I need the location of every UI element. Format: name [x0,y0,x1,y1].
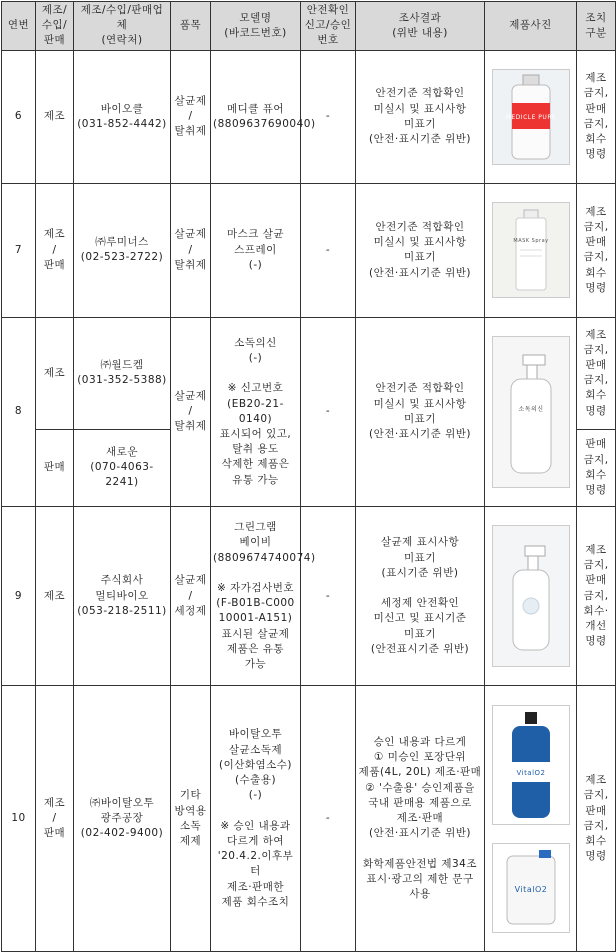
recall-table [1,1,616,952]
cell-photo [485,50,577,183]
cell-company: 새로운 (070-4063-2241) [74,429,171,506]
cell-type: 제조 / 판매 [36,184,74,317]
cell-photo [485,184,577,317]
cell-action: 제조 금지, 판매 금지, 회수 명령 [577,184,616,317]
product-photo-bottle [492,705,570,825]
header-result: 조사결과 (위반 내용) [356,2,485,51]
header-no: 연번 [2,2,36,51]
cell-company: 바이오클 (031-852-4442) [74,50,171,183]
spray-image [501,347,561,477]
product-photo-container [492,843,570,933]
product-photo [492,525,570,667]
cell-result: 승인 내용과 다르게 ① 미승인 포장단위 제품(4L, 20L) 제조·판매 ② '수출용' 승인제품을 국내 판매용 제품으로 제조·판매 (안전·표시기준 위반) 화학제품안전법 제34조 표시·광고의 제한 문구 사용 [356,686,485,952]
product-photo [492,202,570,298]
cell-no: 6 [2,50,36,183]
container-image [499,848,563,928]
header-model: 모델명 (바코드번호) [211,2,301,51]
cell-model: 마스크 살균 스프레이 (-) [211,184,301,317]
photo-label: MASK Spray [512,238,549,245]
cell-company: ㈜루미너스 (02-523-2722) [74,184,171,317]
photo-label: 소독의신 [517,405,544,413]
photo-label: VitalO2 [515,768,546,777]
cell-type: 제조 [36,317,74,429]
cell-result: 안전기준 적합확인 미실시 및 표시사항 미표기 (안전·표시기준 위반) [356,50,485,183]
cell-item: 살균제 / 탈취제 [171,50,211,183]
cell-safety: - [301,184,356,317]
cell-model: 메디클 퓨어 (8809637690040) [211,50,301,183]
cell-safety: - [301,317,356,506]
cell-model: 소독의신 (-) ※ 신고번호 (EB20-21-0140) 표시되어 있고, 탈취 용도 삭제한 제품은 유통 가능 [211,317,301,506]
cell-type: 제조 [36,50,74,183]
cell-type: 제조 / 판매 [36,686,74,952]
bottle-image [506,710,556,820]
spray-image [506,206,556,294]
cell-photo [485,506,577,685]
header-action: 조치 구분 [577,2,616,51]
product-photo [492,69,570,165]
header-company: 제조/수입/판매업체 (연락처) [74,2,171,51]
photo-label: VitalO2 [514,884,547,894]
cell-action: 판매 금지, 회수 명령 [577,429,616,506]
cell-action: 제조 금지, 판매 금지, 회수· 개선 명령 [577,506,616,685]
cell-company: ㈜바이탈오투 광주공장 (02-402-9400) [74,686,171,952]
cell-type: 판매 [36,429,74,506]
cell-safety: - [301,506,356,685]
header-row [2,2,616,51]
cell-company: 주식회사 멀티바이오 (053-218-2511) [74,506,171,685]
product-photo [492,336,570,488]
cell-result: 안전기준 적합확인 미실시 및 표시사항 미표기 (안전·표시기준 위반) [356,317,485,506]
table-row [2,184,616,317]
cell-item: 살균제 / 탈취제 [171,317,211,506]
cell-item: 살균제 / 탈취제 [171,184,211,317]
cell-model: 그린그램 베이비 (8809674740074) ※ 자가검사번호 (F-B01B-C000 10001-A151) 표시된 살균제 제품은 유통 가능 [211,506,301,685]
cell-result: 안전기준 적합확인 미실시 및 표시사항 미표기 (안전·표시기준 위반) [356,184,485,317]
cell-model: 바이탈오투 살균소독제 (이산화염소수) (수출용) (-) ※ 승인 내용과 다르게 하여 '20.4.2.이후부터 제조·판매한 제품 회수조치 [211,686,301,952]
cell-no: 10 [2,686,36,952]
bottle-image [506,73,556,161]
table-row [2,506,616,685]
cell-action: 제조 금지, 판매 금지, 회수 명령 [577,686,616,952]
cell-photo [485,317,577,506]
cell-action: 제조 금지, 판매 금지, 회수 명령 [577,50,616,183]
header-type: 제조/ 수입/ 판매 [36,2,74,51]
table-row [2,317,616,429]
cell-result: 살균제 표시사항 미표기 (표시기준 위반) 세정제 안전확인 미신고 및 표시기준 미표기 (안전표시기준 위반) [356,506,485,685]
spray-image [501,536,561,656]
cell-item: 살균제 / 세정제 [171,506,211,685]
header-item: 품목 [171,2,211,51]
header-photo: 제품사진 [485,2,577,51]
cell-type: 제조 [36,506,74,685]
cell-company: ㈜월드켐 (031-352-5388) [74,317,171,429]
cell-safety: - [301,686,356,952]
cell-photo [485,686,577,952]
photo-label: MEDICLE PURE [505,113,556,121]
table-row [2,686,616,952]
table-row [2,50,616,183]
cell-action: 제조 금지, 판매 금지, 회수 명령 [577,317,616,429]
cell-item: 기타 방역용 소독 제제 [171,686,211,952]
cell-no: 7 [2,184,36,317]
header-safety: 안전확인 신고/승인 번호 [301,2,356,51]
cell-no: 9 [2,506,36,685]
cell-no: 8 [2,317,36,506]
cell-safety: - [301,50,356,183]
